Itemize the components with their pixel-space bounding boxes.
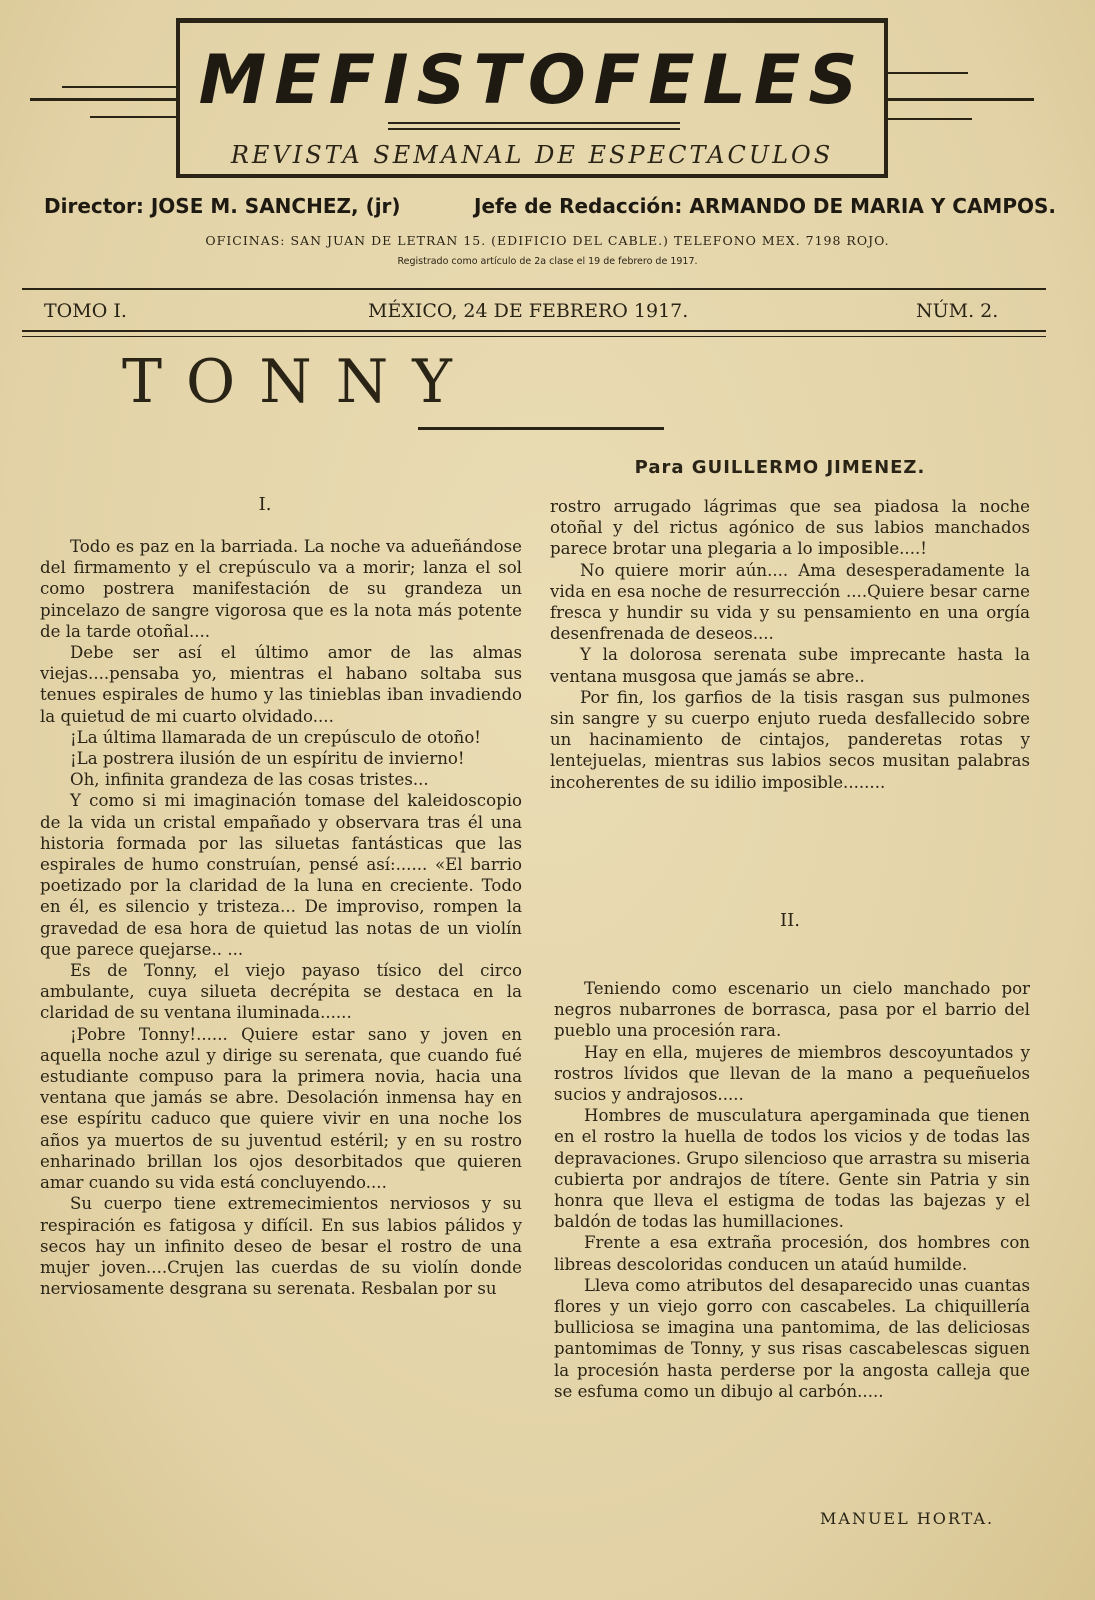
- paragraph: No quiere morir aún.... Ama desesperadamente la vida en esa noche de resurrección ....Quiere besar carne fresca y hundir su vida y su pensamiento en una orgía desenfrenada de deseos....: [550, 560, 1030, 644]
- masthead-right-line: [888, 118, 972, 120]
- header-rule: [22, 330, 1046, 332]
- paragraph: ¡Pobre Tonny!...... Quiere estar sano y joven en aquella noche azul y dirige su serenata, que cuando fué estudiante compuso para la primera novia, hacia una ventana que jamás se abre. Desolación inmensa hay en ese espíritu caduco que quiere vivir en una noche los años ya muertos de su juventud estéril; y en su rostro enharinado brillan los ojos desorbitados que quieren amar cuando su vida está concluyendo....: [40, 1024, 522, 1193]
- paragraph: Hombres de musculatura apergaminada que tienen en el rostro la huella de todos los vicios y de todas las depravaciones. Grupo silencioso que arrastra su miseria cubierta por andrajos de títere. Gente sin Patria y sin honra que lleva el estigma de todas las bajezas y el baldón de todas las humillaciones.: [554, 1106, 1030, 1232]
- paragraph: Hay en ella, mujeres de miembros descoyuntados y rostros lívidos que llevan de la mano a pequeñuelos sucios y andrajosos.....: [554, 1042, 1030, 1105]
- issue-number: NÚM. 2.: [916, 300, 999, 322]
- section-heading: II.: [780, 910, 800, 931]
- article-title: TONNY: [122, 347, 476, 417]
- paragraph: ¡La última llamarada de un crepúsculo de otoño!: [70, 727, 481, 747]
- title-rule: [388, 122, 680, 124]
- article-column-right-bottom: [554, 978, 1030, 1402]
- masthead: [176, 18, 888, 178]
- masthead-left-line: [30, 98, 176, 101]
- editor-credit: Jefe de Redacción: ARMANDO DE MARIA Y CAMPOS.: [474, 194, 1056, 218]
- paragraph: Lleva como atributos del desaparecido unas cuantas flores y un viejo gorro con cascabeles. La chiquillería bulliciosa se imagina una pantomima, de las deliciosas pantomimas de Tonny, y sus risas cascabelescas siguen la procesión hasta perderse por la angosta calleja que se esfuma como un dibujo al carbón.....: [554, 1275, 1030, 1401]
- header-rule: [22, 288, 1046, 290]
- paragraph: Y la dolorosa serenata sube imprecante hasta la ventana musgosa que jamás se abre..: [550, 645, 1030, 686]
- paragraph: Todo es paz en la barriada. La noche va adueñándose del firmamento y el crepúsculo va a morir; lanza el sol como postrera manifestación de su grandeza un pincelazo de sangre vigorosa que es la nota más potente de la tarde otoñal....: [40, 537, 522, 641]
- director-credit: Director: JOSE M. SANCHEZ, (jr): [44, 194, 401, 218]
- header-rule: [22, 336, 1046, 337]
- magazine-subtitle: REVISTA SEMANAL DE ESPECTACULOS: [230, 141, 834, 169]
- dedication: Para GUILLERMO JIMENEZ.: [634, 457, 926, 478]
- section-heading: I.: [258, 494, 272, 515]
- magazine-title: MEFISTOFELES: [198, 41, 866, 120]
- article-column-left: [40, 536, 522, 1299]
- masthead-left-line: [90, 116, 176, 118]
- issue-date: MÉXICO, 24 DE FEBRERO 1917.: [368, 300, 689, 322]
- paragraph: Es de Tonny, el viejo payaso tísico del circo ambulante, cuya silueta decrépita se destaca en la claridad de su ventana iluminada......: [40, 961, 522, 1023]
- paragraph: Oh, infinita grandeza de las cosas tristes...: [70, 770, 429, 790]
- title-underline: [418, 427, 664, 430]
- author-signature: MANUEL HORTA.: [820, 1509, 995, 1528]
- masthead-left-line: [62, 86, 176, 88]
- paragraph: rostro arrugado lágrimas que sea piadosa la noche otoñal y del rictus agónico de sus labios manchados parece brotar una plegaria a lo imposible....!: [550, 497, 1030, 559]
- paragraph: ¡La postrera ilusión de un espíritu de invierno!: [70, 749, 465, 769]
- offices-line: OFICINAS: SAN JUAN DE LETRAN 15. (EDIFICIO DEL CABLE.) TELEFONO MEX. 7198 ROJO.: [205, 233, 890, 248]
- paragraph: Y como si mi imaginación tomase del kaleidoscopio de la vida un cristal empañado y observara tras él una historia formada por las siluetas fantásticas que las espirales de humo construían, pensé así:...... «El barrio poetizado por la claridad de la luna en creciente. Todo en él, es silencio y tristeza... De improviso, rompen la gravedad de esa hora de quietud las notas de un violín que parece quejarse.. ...: [40, 791, 522, 959]
- masthead-right-line: [888, 72, 968, 74]
- article-column-right-top: [550, 496, 1030, 793]
- paragraph: Su cuerpo tiene extremecimientos nerviosos y su respiración es fatigosa y difícil. En sus labios pálidos y secos hay un infinito deseo de besar el rostro de una mujer joven....Crujen las cuerdas de su violín donde nerviosamente desgrana su serenata. Resbalan por su: [40, 1194, 522, 1299]
- paragraph: Debe ser así el último amor de las almas viejas....pensaba yo, mientras el habano soltaba sus tenues espirales de humo y las tinieblas iban invadiendo la quietud de mi cuarto olvidado....: [40, 643, 522, 726]
- volume-label: TOMO I.: [44, 300, 127, 322]
- registration-line: Registrado como artículo de 2a clase el 19 de febrero de 1917.: [397, 256, 698, 267]
- masthead-right-line: [888, 98, 1034, 101]
- paragraph: Frente a esa extraña procesión, dos hombres con libreas descoloridas conducen un ataúd humilde.: [554, 1233, 1030, 1274]
- title-rule: [388, 128, 680, 130]
- paragraph: Por fin, los garfios de la tisis rasgan sus pulmones sin sangre y su cuerpo enjuto rueda desfallecido sobre un hacinamiento de cintajos, panderetas rotas y lentejuelas, mientras sus labios secos musitan palabras incoherentes de su idilio imposible........: [550, 687, 1030, 792]
- paragraph: Teniendo como escenario un cielo manchado por negros nubarrones de borrasca, pasa por el barrio del pueblo una procesión rara.: [554, 979, 1030, 1041]
